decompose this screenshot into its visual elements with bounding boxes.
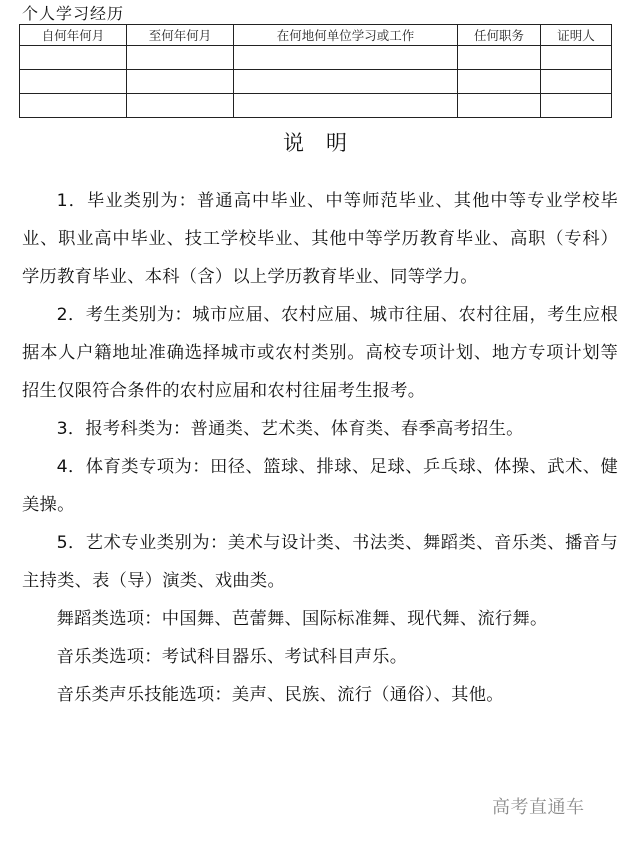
table-cell <box>20 46 127 70</box>
table-cell <box>458 70 541 94</box>
section-label: 个人学习经历 <box>22 4 125 23</box>
column-header-position: 任何职务 <box>458 25 541 46</box>
table-row <box>20 46 612 70</box>
instruction-art-specialty: 5．艺术专业类别为：美术与设计类、书法类、舞蹈类、音乐类、播音与主持类、表（导）演类、戏曲类。 <box>22 533 618 591</box>
column-header-end-date: 至何年何月 <box>127 25 234 46</box>
table-cell <box>20 70 127 94</box>
table-cell <box>127 94 234 118</box>
instruction-exam-subject-category: 3．报考科类为：普通类、艺术类、体育类、春季高考招生。 <box>56 419 524 439</box>
table-cell <box>20 94 127 118</box>
page-title: 说明 <box>283 131 369 155</box>
table-cell <box>541 94 612 118</box>
instruction-sports-specialty: 4．体育类专项为：田径、篮球、排球、足球、乒乓球、体操、武术、健美操。 <box>22 457 618 515</box>
instructions-body <box>22 182 618 714</box>
table-cell <box>127 46 234 70</box>
column-header-start-date: 自何年何月 <box>20 25 127 46</box>
table-cell <box>541 70 612 94</box>
instruction-graduation-category: 1．毕业类别为：普通高中毕业、中等师范毕业、其他中等专业学校毕业、职业高中毕业、技工学校毕业、其他中等学历教育毕业、高职（专科）学历教育毕业、本科（含）以上学历教育毕业、同等学力。 <box>22 191 618 287</box>
table-cell <box>234 70 458 94</box>
table-row <box>20 70 612 94</box>
watermark: 高考直通车 <box>492 797 585 818</box>
table-cell <box>234 46 458 70</box>
instruction-music-options: 音乐类选项：考试科目器乐、考试科目声乐。 <box>56 647 408 667</box>
table-cell <box>541 46 612 70</box>
table-cell <box>127 70 234 94</box>
instruction-vocal-options: 音乐类声乐技能选项：美声、民族、流行（通俗）、其他。 <box>56 685 504 705</box>
table-header-row <box>20 25 612 46</box>
instruction-candidate-category: 2．考生类别为：城市应届、农村应届、城市往届、农村往届，考生应根据本人户籍地址准确选择城市或农村类别。高校专项计划、地方专项计划等招生仅限符合条件的农村应届和农村往届考生报考。 <box>22 305 618 401</box>
table-cell <box>234 94 458 118</box>
study-history-table <box>19 24 612 118</box>
instruction-dance-options: 舞蹈类选项：中国舞、芭蕾舞、国际标准舞、现代舞、流行舞。 <box>56 609 548 629</box>
table-cell <box>458 46 541 70</box>
table-row <box>20 94 612 118</box>
column-header-place-unit: 在何地何单位学习或工作 <box>234 25 458 46</box>
column-header-witness: 证明人 <box>541 25 612 46</box>
table-cell <box>458 94 541 118</box>
